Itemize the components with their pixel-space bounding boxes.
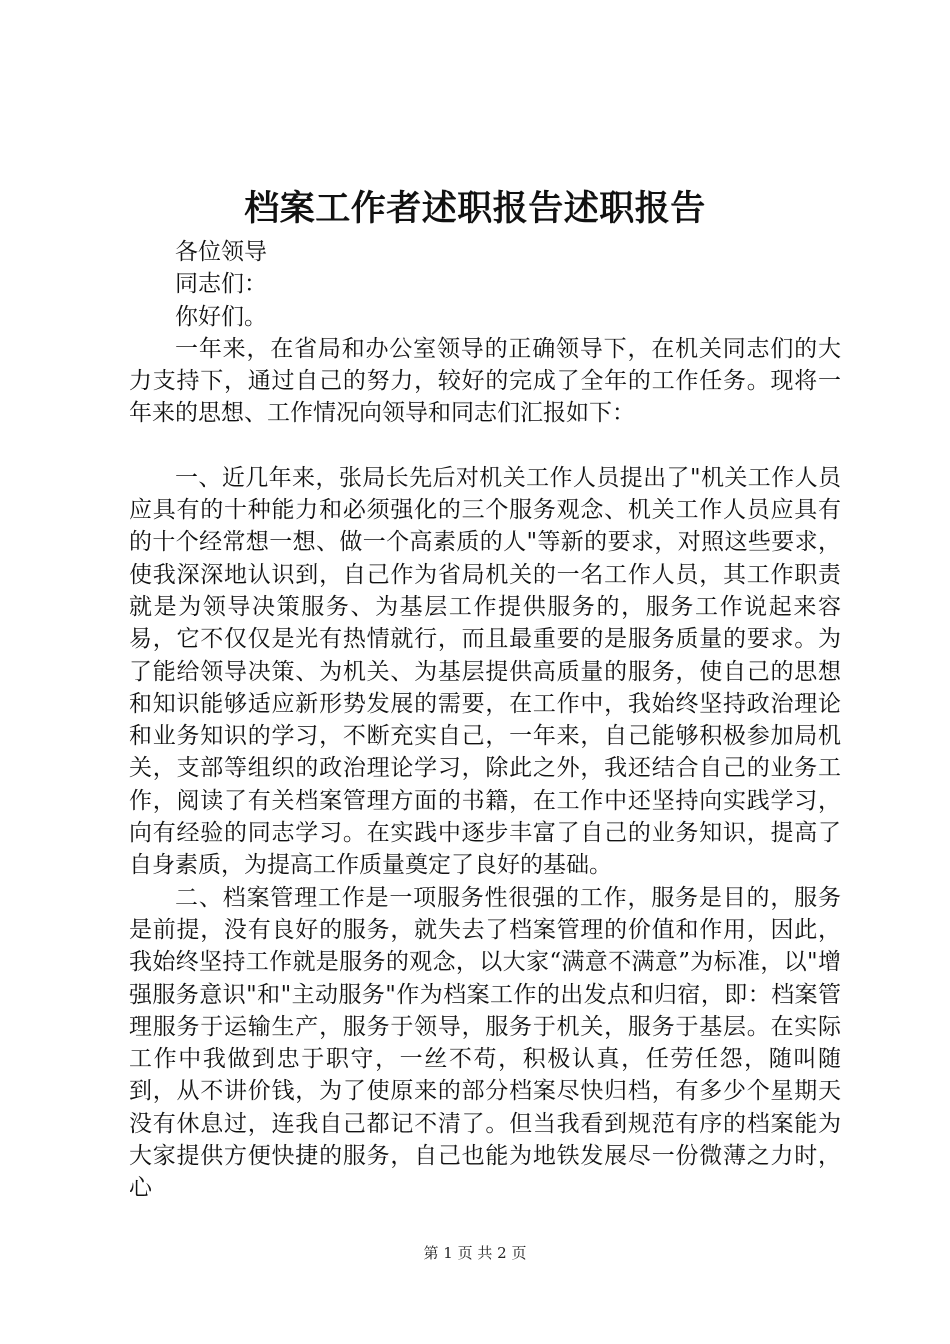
section-2-paragraph: 二、档案管理工作是一项服务性很强的工作，服务是目的，服务是前提，没有良好的服务，就失去了档案管理的价值和作用，因此，我始终坚持工作就是服务的观念，以大家“满意不满意”为标准，以"增强服务意识"和"主动服务"作为档案工作的出发点和归宿，即：档案管理服务于运输生产，服务于领导，服务于机关，服务于基层。在实际工作中我做到忠于职守，一丝不苟，积极认真，任劳任怨，随叫随到，从不讲价钱，为了使原来的部分档案尽快归档，有多少个星期天没有休息过，连我自己都记不清了。但当我看到规范有序的档案能为大家提供方便快捷的服务，自己也能为地铁发展尽一份微薄之力时，心: [129, 884, 841, 1202]
section-1-paragraph: 一、近几年来，张局长先后对机关工作人员提出了"机关工作人员应具有的十种能力和必须强化的三个服务观念、机关工作人员应具有的十个经常想一想、做一个高素质的人"等新的要求，对照这些要求，使我深深地认识到，自己作为省局机关的一名工作人员，其工作职责就是为领导决策服务、为基层工作提供服务的，服务工作说起来容易，它不仅仅是光有热情就行，而且最重要的是服务质量的要求。为了能给领导决策、为机关、为基层提供高质量的服务，使自己的思想和知识能够适应新形势发展的需要，在工作中，我始终坚持政治理论和业务知识的学习，不断充实自己，一年来，自己能够积极参加局机关，支部等组织的政治理论学习，除此之外，我还结合自己的业务工作，阅读了有关档案管理方面的书籍，在工作中还坚持向实践学习，向有经验的同志学习。在实践中逐步丰富了自己的业务知识，提高了自身素质，为提高工作质量奠定了良好的基础。: [129, 464, 841, 879]
document-body: [129, 236, 841, 1205]
document-title: 档案工作者述职报告述职报告: [244, 188, 706, 229]
page-number-footer: 第 1 页 共 2 页: [423, 1244, 527, 1262]
greeting: 你好们。: [175, 303, 267, 330]
salutation-leaders: 各位领导: [175, 239, 267, 265]
salutation-comrades: 同志们：: [175, 271, 267, 298]
intro-paragraph: 一年来，在省局和办公室领导的正确领导下，在机关同志们的大力支持下，通过自己的努力，较好的完成了全年的工作任务。现将一年来的思想、工作情况向领导和同志们汇报如下：: [129, 335, 841, 427]
